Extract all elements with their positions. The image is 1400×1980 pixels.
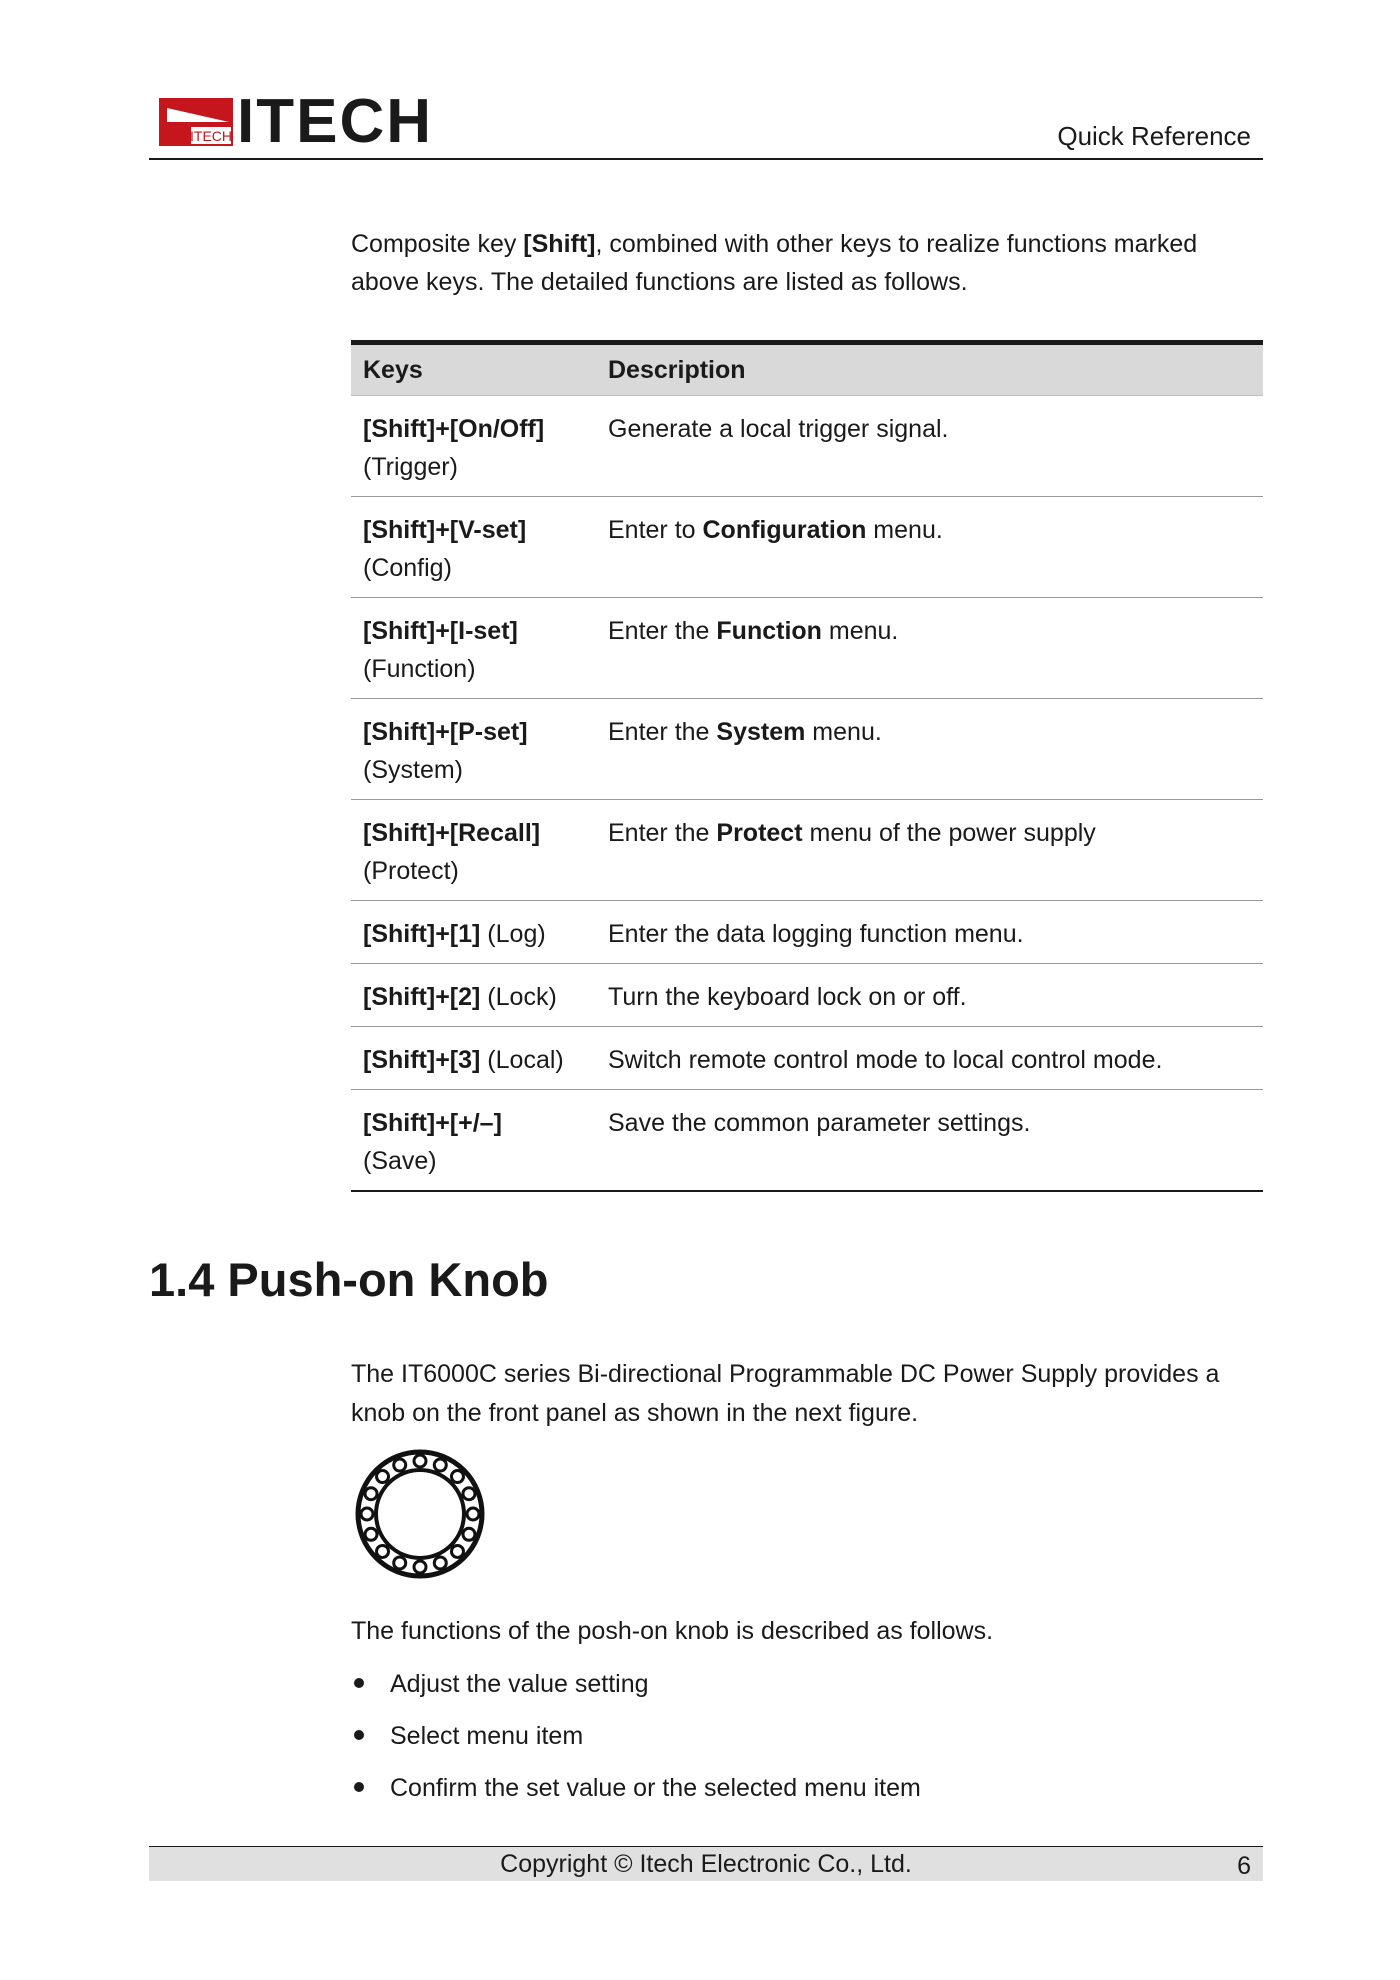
table-row [351, 598, 1263, 699]
knob-ridge [377, 1545, 389, 1557]
description-cell [596, 1027, 1263, 1090]
knob-functions-list [351, 1665, 921, 1821]
description-emphasis: Protect [716, 819, 803, 847]
knob-ridge [434, 1557, 446, 1569]
itech-logo-icon [159, 98, 233, 146]
intro-suffix: , combined with other keys to realize functions marked above keys. The detailed functions are listed as follows. [351, 230, 1198, 296]
key-combo: [Shift]+[+/–] [363, 1109, 502, 1137]
description-text: Save the common parameter settings. [608, 1109, 1031, 1137]
knob-ridge [451, 1545, 463, 1557]
knob-ridge [414, 1455, 426, 1467]
key-combo: [Shift]+[Recall] [363, 819, 541, 847]
description-cell [596, 1090, 1263, 1192]
knob-paragraph: The IT6000C series Bi-directional Programmable DC Power Supply provides a knob on the front panel as shown in the next figure. [351, 1360, 1220, 1427]
knob-ridge [434, 1459, 446, 1471]
key-combo: [Shift]+[On/Off] [363, 415, 545, 443]
table-row [351, 1027, 1263, 1090]
knob-ridge [365, 1528, 377, 1540]
description-text: Enter the [608, 617, 717, 645]
description-text: Generate a local trigger signal. [608, 415, 949, 443]
key-combo: [Shift]+[V-set] [363, 516, 527, 544]
description-cell [596, 964, 1263, 1027]
description-text: menu. [821, 617, 899, 645]
description-cell [596, 497, 1263, 598]
push-knob-icon [354, 1448, 486, 1580]
intro-paragraph [351, 225, 1251, 301]
description-text: menu. [866, 516, 943, 544]
key-cell [351, 396, 596, 497]
table-row [351, 396, 1263, 497]
table-row [351, 1090, 1263, 1192]
key-cell [351, 1027, 596, 1090]
key-cell [351, 1090, 596, 1192]
key-function-name: (Log) [480, 920, 546, 948]
key-function-name: (Lock) [480, 983, 557, 1011]
section-title: 1.4 Push-on Knob [149, 1253, 549, 1306]
key-function-name: (Save) [363, 1147, 437, 1175]
header-section-label: Quick Reference [1057, 121, 1251, 151]
table-row [351, 964, 1263, 1027]
description-text: menu of the power supply [802, 819, 1096, 847]
key-cell [351, 497, 596, 598]
knob-ridge [463, 1528, 475, 1540]
description-cell [596, 800, 1263, 901]
table-row [351, 800, 1263, 901]
knob-ridge [361, 1508, 373, 1520]
description-text: Enter the data logging function menu. [608, 920, 1024, 948]
table-header-row [351, 343, 1263, 396]
key-cell [351, 901, 596, 964]
bullet-dot-icon [354, 1730, 364, 1740]
knob-ridge [414, 1561, 426, 1573]
list-item-text: Select menu item [390, 1722, 584, 1750]
page-number: 6 [1237, 1852, 1251, 1880]
description-text: Enter the [608, 819, 717, 847]
list-item-text: Confirm the set value or the selected menu item [390, 1774, 921, 1802]
table-row [351, 901, 1263, 964]
key-function-name: (Config) [363, 554, 452, 582]
description-text: Enter to [608, 516, 703, 544]
key-function-name: (Trigger) [363, 453, 458, 481]
key-cell [351, 964, 596, 1027]
table-row [351, 497, 1263, 598]
list-item [351, 1665, 921, 1717]
description-cell [596, 699, 1263, 800]
list-item [351, 1717, 921, 1769]
description-cell [596, 598, 1263, 699]
key-combo: [Shift]+[I-set] [363, 617, 518, 645]
list-item [351, 1769, 921, 1821]
table-body [351, 396, 1263, 1192]
key-cell [351, 800, 596, 901]
logo-text: ITECH [237, 87, 433, 156]
key-cell [351, 699, 596, 800]
bullet-dot-icon [354, 1678, 364, 1688]
key-function-name: (Protect) [363, 857, 459, 885]
key-function-name: (Local) [480, 1046, 564, 1074]
intro-shift-key: [Shift] [523, 230, 596, 258]
key-function-name: (System) [363, 756, 463, 784]
description-text: Turn the keyboard lock on or off. [608, 983, 967, 1011]
description-emphasis: Configuration [702, 516, 867, 544]
header-keys: Keys [351, 343, 596, 396]
key-combo: [Shift]+[3] [363, 1046, 481, 1074]
list-item-text: Adjust the value setting [390, 1670, 649, 1698]
knob-ridge [451, 1471, 463, 1483]
knob-ridge [467, 1508, 479, 1520]
description-emphasis: Function [716, 617, 822, 645]
description-cell [596, 901, 1263, 964]
knob-ridge [365, 1488, 377, 1500]
key-function-name: (Function) [363, 655, 476, 683]
footer-copyright: Copyright © Itech Electronic Co., Ltd. [500, 1850, 912, 1878]
itech-logo [159, 87, 433, 156]
knob-ridge [394, 1459, 406, 1471]
table-row [351, 699, 1263, 800]
key-combo: [Shift]+[2] [363, 983, 481, 1011]
description-text: Enter the [608, 718, 717, 746]
description-text: menu. [805, 718, 882, 746]
key-cell [351, 598, 596, 699]
knob-functions-intro: The functions of the posh-on knob is described as follows. [351, 1617, 994, 1645]
page-header [149, 87, 1263, 160]
intro-prefix: Composite key [351, 230, 524, 258]
bullet-dot-icon [354, 1782, 364, 1792]
shift-keys-table [351, 340, 1263, 1192]
knob-ridge [394, 1557, 406, 1569]
description-text: Switch remote control mode to local control mode. [608, 1046, 1163, 1074]
key-combo: [Shift]+[1] [363, 920, 481, 948]
description-cell [596, 396, 1263, 497]
knob-ridge [463, 1488, 475, 1500]
page-footer [149, 1846, 1263, 1881]
logo-small-text: ITECH [190, 128, 232, 144]
header-description: Description [596, 343, 1263, 396]
description-emphasis: System [716, 718, 806, 746]
key-combo: [Shift]+[P-set] [363, 718, 528, 746]
knob-ridge [377, 1471, 389, 1483]
